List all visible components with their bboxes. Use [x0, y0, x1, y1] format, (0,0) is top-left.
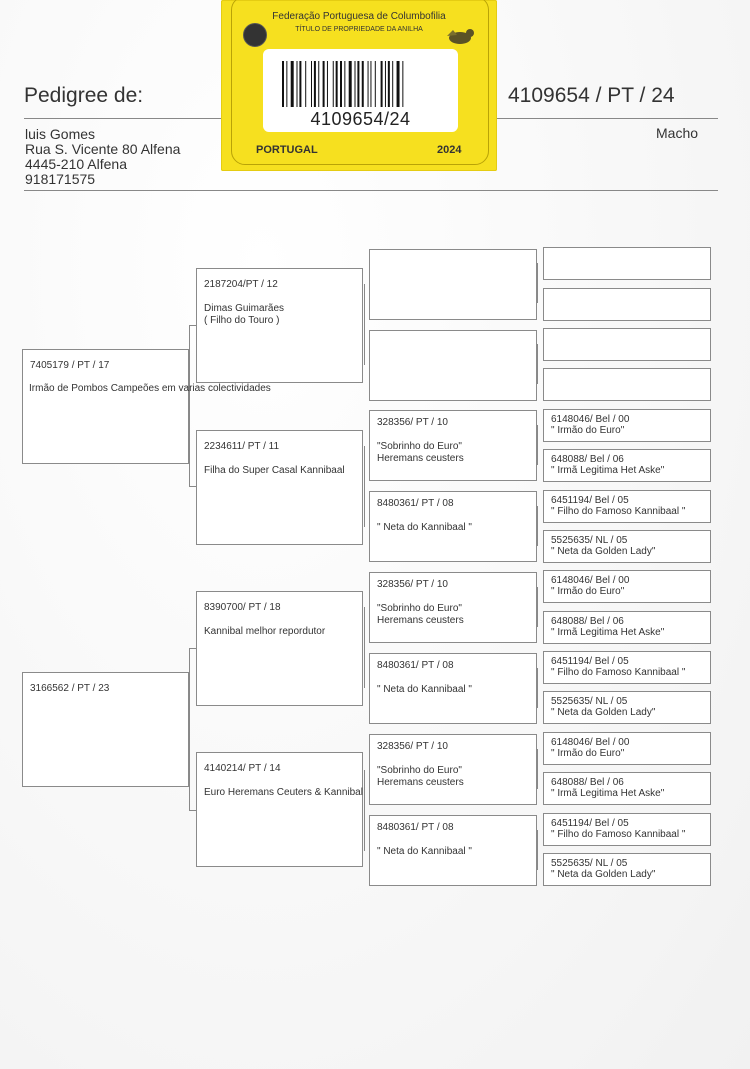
ggp-line-2: Heremans ceusters [377, 777, 464, 788]
pedigree-box-gggp [543, 490, 711, 523]
ggp-ring-id: 328356/ PT / 10 [377, 741, 448, 752]
federation-tag [221, 0, 497, 171]
tag-ring-number: 4109654/24 [310, 109, 411, 129]
ggp-ring-id: 328356/ PT / 10 [377, 417, 448, 428]
gggp-line-1: " Neta da Golden Lady" [551, 869, 656, 880]
gggp-ring-id: 6148046/ Bel / 00 [551, 414, 630, 425]
pedigree-box-gggp [543, 288, 711, 321]
gggp-ring-id: 6451194/ Bel / 05 [551, 818, 629, 829]
pedigree-box-gp [196, 591, 363, 706]
pedigree-box-gggp [543, 247, 711, 280]
gggp-line-1: " Filho do Famoso Kannibaal " [551, 506, 686, 517]
pedigree-box-gggp [543, 813, 711, 846]
gggp-ring-id: 6148046/ Bel / 00 [551, 737, 630, 748]
pedigree-box-gggp [543, 853, 711, 886]
pedigree-box-gggp [543, 530, 711, 563]
connector [189, 486, 196, 488]
gggp-line-1: " Neta da Golden Lady" [551, 707, 656, 718]
gggp-line-1: " Irmão do Euro" [551, 748, 625, 759]
pedigree-box-gggp [543, 651, 711, 684]
gp-line-1: Euro Heremans Ceuters & Kannibal [204, 787, 363, 798]
pedigree-box-gggp [543, 449, 711, 482]
ggp-line-2: Heremans ceusters [377, 453, 464, 464]
ggp-line-2: Heremans ceusters [377, 615, 464, 626]
owner-name: luis Gomes [25, 126, 96, 142]
gggp-ring-id: 5525635/ NL / 05 [551, 696, 628, 707]
gggp-line-1: " Filho do Famoso Kannibaal " [551, 829, 686, 840]
gp-ring-id: 2234611/ PT / 11 [204, 441, 280, 452]
ggp-line-1: " Neta do Kannibaal " [377, 846, 472, 857]
owner-address: Rua S. Vicente 80 Alfena [25, 141, 181, 157]
sire-ring-id: 7405179 / PT / 17 [30, 360, 110, 371]
gp-ring-id: 8390700/ PT / 18 [204, 602, 281, 613]
federation-name: Federação Portuguesa de Columbofilia [272, 11, 446, 22]
pedigree-box-ggp [369, 653, 537, 724]
gggp-ring-id: 6451194/ Bel / 05 [551, 656, 629, 667]
tag-year: 2024 [437, 144, 462, 156]
gggp-ring-id: 648088/ Bel / 06 [551, 777, 624, 788]
gggp-line-1: " Irmão do Euro" [551, 586, 625, 597]
pedigree-box-gggp [543, 328, 711, 361]
barcode [282, 61, 442, 107]
gggp-ring-id: 6451194/ Bel / 05 [551, 495, 629, 506]
pedigree-box-gp [196, 430, 363, 545]
pedigree-box-sire [22, 349, 189, 464]
tag-country: PORTUGAL [256, 144, 318, 156]
gggp-line-1: " Irmã Legitima Het Aske" [551, 627, 665, 638]
pedigree-box-gggp [543, 409, 711, 442]
gggp-ring-id: 648088/ Bel / 06 [551, 616, 624, 627]
pedigree-box-gp [196, 268, 363, 383]
sire-description: Irmão de Pombos Campeões em varias colectividades [29, 383, 271, 394]
ggp-ring-id: 8480361/ PT / 08 [377, 822, 454, 833]
pedigree-box-dam [22, 672, 189, 787]
gggp-line-1: " Neta da Golden Lady" [551, 546, 656, 557]
dam-ring-id: 3166562 / PT / 23 [30, 683, 110, 694]
ggp-line-1: "Sobrinho do Euro" [377, 603, 462, 614]
sex-label: Macho [656, 125, 699, 141]
gp-line-1: Filha do Super Casal Kannibaal [204, 465, 345, 476]
gggp-line-1: " Irmão do Euro" [551, 425, 625, 436]
ggp-line-1: "Sobrinho do Euro" [377, 765, 462, 776]
owner-divider [24, 190, 718, 191]
gggp-ring-id: 6148046/ Bel / 00 [551, 575, 630, 586]
owner-postal: 4445-210 Alfena [25, 156, 127, 172]
barcode-panel [263, 49, 458, 132]
connector [189, 325, 196, 327]
pedigree-box-ggp [369, 410, 537, 481]
gggp-ring-id: 5525635/ NL / 05 [551, 535, 628, 546]
ggp-line-1: "Sobrinho do Euro" [377, 441, 462, 452]
pedigree-box-gggp [543, 772, 711, 805]
pedigree-box-gggp [543, 368, 711, 401]
pedigree-box-ggp [369, 815, 537, 886]
pedigree-box-gggp [543, 570, 711, 603]
ggp-ring-id: 328356/ PT / 10 [377, 579, 448, 590]
gp-line-1: Dimas Guimarães [204, 303, 285, 314]
gp-line-1: Kannibal melhor repordutor [204, 626, 326, 637]
ggp-ring-id: 8480361/ PT / 08 [377, 498, 454, 509]
gggp-ring-id: 5525635/ NL / 05 [551, 858, 628, 869]
pedigree-box-ggp [369, 734, 537, 805]
owner-phone: 918171575 [25, 171, 96, 187]
pedigree-box-gggp [543, 691, 711, 724]
owner-block [25, 127, 180, 187]
tag-title: TÍTULO DE PROPRIEDADE DA ANILHA [295, 26, 423, 33]
gggp-line-1: " Filho do Famoso Kannibaal " [551, 667, 686, 678]
pedigree-box-ggp [369, 330, 537, 401]
gggp-line-1: " Irmã Legitima Het Aske" [551, 465, 665, 476]
ring-number: 4109654 / PT / 24 [508, 84, 675, 107]
gggp-ring-id: 648088/ Bel / 06 [551, 454, 624, 465]
pedigree-box-gggp [543, 611, 711, 644]
ggp-line-1: " Neta do Kannibaal " [377, 522, 472, 533]
connector [189, 648, 196, 650]
page-title: Pedigree de: [24, 84, 144, 107]
gp-line-2: ( Filho do Touro ) [204, 315, 280, 326]
ggp-ring-id: 8480361/ PT / 08 [377, 660, 454, 671]
pedigree-box-ggp [369, 572, 537, 643]
ggp-line-1: " Neta do Kannibaal " [377, 684, 472, 695]
connector [189, 810, 196, 812]
gp-ring-id: 4140214/ PT / 14 [204, 763, 281, 774]
pedigree-box-ggp [369, 491, 537, 562]
pedigree-box-gp [196, 752, 363, 867]
gp-ring-id: 2187204/PT / 12 [204, 279, 278, 290]
pedigree-box-ggp [369, 249, 537, 320]
gggp-line-1: " Irmã Legitima Het Aske" [551, 788, 665, 799]
pedigree-box-gggp [543, 732, 711, 765]
